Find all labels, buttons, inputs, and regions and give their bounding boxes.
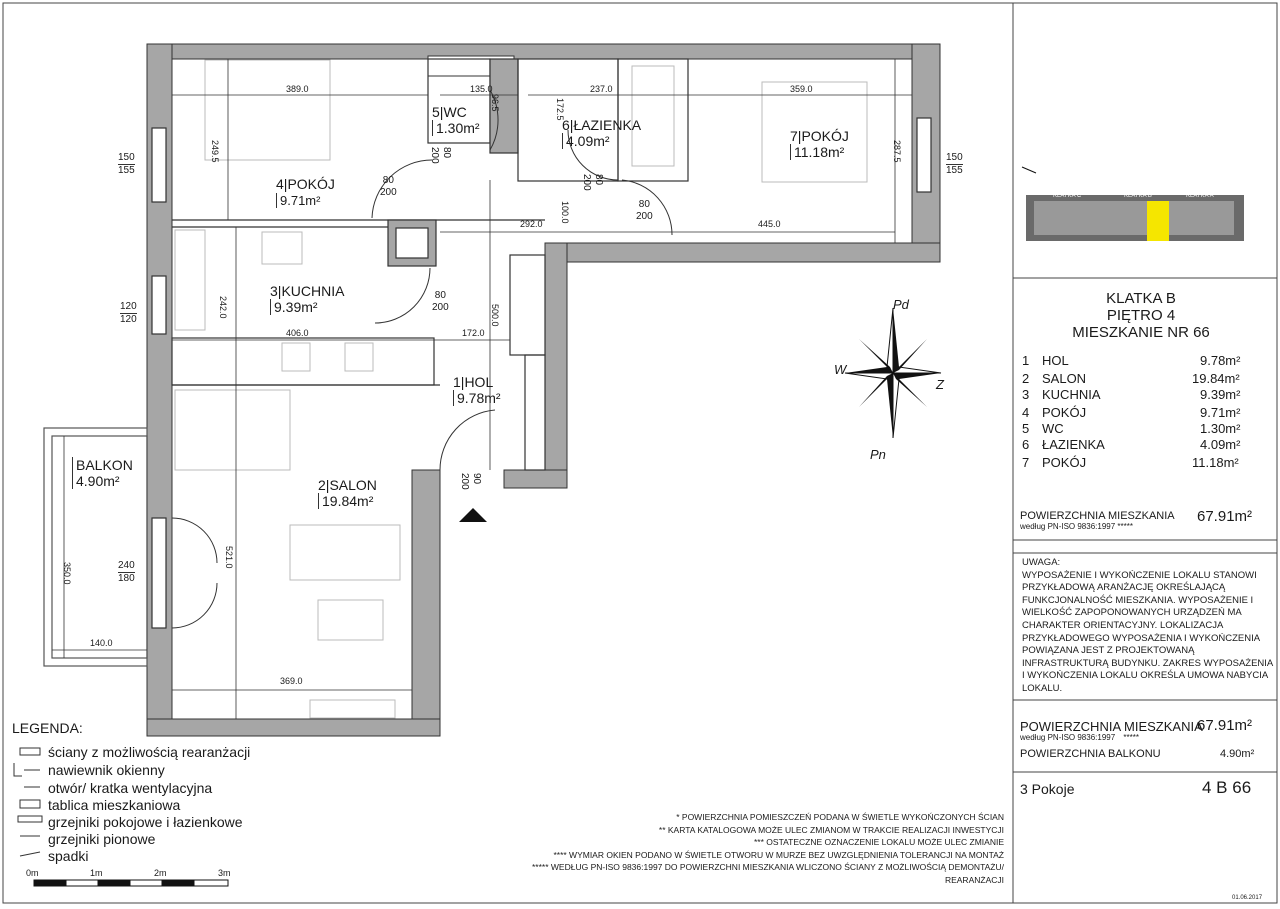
- furniture: [175, 60, 867, 718]
- table-row: 7 POKÓJ 11.18m²: [1022, 455, 1239, 470]
- door-label-entrance: 90 200: [459, 473, 482, 490]
- rooms-count: 3 Pokoje: [1020, 781, 1075, 797]
- dim-label: 287.5: [892, 140, 902, 163]
- dim-label: 237.0: [590, 84, 613, 94]
- window-label-pokoj7: 150 155: [946, 152, 963, 176]
- dim-label: 140.0: [90, 638, 113, 648]
- room-label-pokoj4: 4|POKÓJ 9.71m²: [276, 176, 335, 208]
- table-row: 1 HOL 9.78m²: [1022, 353, 1241, 368]
- scale-label: 0m: [26, 868, 39, 878]
- slope-arrow-icon: spadki: [48, 848, 89, 864]
- summary-area-label: POWIERZCHNIA MIESZKANIA: [1020, 719, 1203, 734]
- balcony-area-value: 4.90m²: [1220, 748, 1255, 760]
- dim-label: 135.0: [470, 84, 493, 94]
- compass-south-label: Pn: [870, 447, 886, 462]
- door-label-kuchnia: 80 200: [432, 290, 449, 313]
- building-minimap: [1022, 167, 1244, 241]
- summary-area-value: 67.91m²: [1197, 717, 1253, 734]
- dim-label: 369.0: [280, 676, 303, 686]
- dim-label: 100.0: [560, 201, 570, 224]
- room-label-lazienka: 6|ŁAZIENKA 4.09m²: [562, 117, 642, 149]
- total-area-sub: według PN-ISO 9836:1997 *****: [1020, 522, 1133, 531]
- minimap-label: KLATKA A: [1186, 193, 1214, 199]
- scale-bar: [34, 880, 228, 886]
- total-area-label: POWIERZCHNIA MIESZKANIA: [1020, 510, 1175, 522]
- table-row: 3 KUCHNIA 9.39m²: [1022, 387, 1241, 402]
- scale-label: 3m: [218, 868, 231, 878]
- room-label-wc: 5|WC 1.30m²: [432, 104, 480, 136]
- door-label-lazienka: 80 200: [581, 174, 604, 191]
- dim-label: 172.5: [555, 98, 565, 121]
- window-label-pokoj4: 150 155: [118, 152, 135, 176]
- vent-arrow-icon: otwór/ kratka wentylacyjna: [48, 780, 213, 796]
- door-label-pokoj4: 80 200: [380, 175, 397, 198]
- dim-label: 172.0: [462, 328, 485, 338]
- table-row: 6 ŁAZIENKA 4.09m²: [1022, 437, 1241, 452]
- dim-label: 521.0: [224, 546, 234, 569]
- balcony-area-label: POWIERZCHNIA BALKONU: [1020, 748, 1161, 760]
- apartment-sign-icon: tablica mieszkaniowa: [48, 797, 181, 813]
- table-row: 5 WC 1.30m²: [1022, 421, 1241, 436]
- window-label-salon: 240 180: [118, 560, 135, 584]
- table-row: 4 POKÓJ 9.71m²: [1022, 405, 1241, 420]
- rearrangeable-wall-icon: ściany z możliwością rearanżacji: [48, 744, 251, 760]
- dim-label: 445.0: [758, 219, 781, 229]
- window-sill-icon: nawiewnik okienny: [48, 762, 165, 778]
- windows: [152, 118, 931, 628]
- radiator-icon: grzejniki pokojowe i łazienkowe: [48, 814, 243, 830]
- footnotes: * POWIERZCHNIA POMIESZCZEŃ PODANA W ŚWIETLE WYKOŃCZONYCH ŚCIAN ** KARTA KATALOGOWA MOŻE ULEC ZMIANOM W TRAKCIE REALIZACJI INWESTYCJI *** OSTATECZNE OZNACZENIE LOKALU MOŻE ULEC ZMIANIE **** WYMIAR OKIEN PODANO W ŚWIETLE OTWORU W MURZE BEZ UWZGLĘDNIENIA TOLERANCJI NA MONTAŻ ***** WEDŁUG PN-ISO 9836:1997 DO POWIERZCHNI MIESZKANIA WLICZONO ŚCIANY Z MOŻLIWOŚCIĄ DEMONTAŻU/ REARANŻACJI: [532, 812, 1004, 885]
- drawing-date: 01.06.2017: [1232, 895, 1263, 901]
- dim-label: 242.0: [218, 296, 228, 319]
- legend-icons: [14, 748, 42, 856]
- dim-label: 359.0: [790, 84, 813, 94]
- compass-rose-icon: [845, 308, 941, 438]
- window-label-kuchnia: 120 120: [120, 301, 137, 325]
- dim-label: 249.5: [210, 140, 220, 163]
- door-label-pokoj7: 80 200: [636, 199, 653, 222]
- room-label-hol: 1|HOL 9.78m²: [453, 374, 501, 406]
- total-area-value: 67.91m²: [1197, 508, 1253, 525]
- room-label-salon: 2|SALON 19.84m²: [318, 477, 377, 509]
- disclaimer: UWAGA: WYPOSAŻENIE I WYKOŃCZENIE LOKALU STANOWI PRZYKŁADOWĄ ARANŻACJĘ OKREŚLAJĄCĄ FUNKCJONALNOŚĆ MIESZKANIA. WYPOSAŻENIE I WIELKOŚĆ ZAPOPONOWANYCH URZĄDZEŃ MA CHARAKTER ORIENTACYJNY. LOKALIZACJA PRZYKŁADOWEGO WYPOSAŻENIA I WYKOŃCZENIA POWIĄZANA JEST Z PROJEKTOWANĄ INFRASTRUKTURĄ BUDYNKU. ZAKRES WYPOSAŻENIA I WYKOŃCZENIA LOKALU OKREŚLA UMOWA NABYCIA LOKALU.: [1022, 557, 1274, 694]
- compass-east-label: Z: [936, 377, 944, 392]
- dim-label: 406.0: [286, 328, 309, 338]
- apartment-title: KLATKA B PIĘTRO 4 MIESZKANIE NR 66: [1072, 290, 1210, 341]
- table-row: 2 SALON 19.84m²: [1022, 371, 1240, 386]
- vertical-radiator-icon: grzejniki pionowe: [48, 831, 156, 847]
- entrance-marker: [459, 508, 487, 522]
- summary-area-sub: według PN-ISO 9836:1997 *****: [1020, 733, 1139, 742]
- dim-label: 500.0: [490, 304, 500, 327]
- scale-label: 2m: [154, 868, 167, 878]
- compass-west-label: W: [834, 362, 847, 377]
- minimap-label: KLATKA C: [1053, 193, 1082, 199]
- room-label-balkon: BALKON 4.90m²: [72, 457, 133, 489]
- legend-title: LEGENDA:: [12, 720, 83, 736]
- dim-label: 389.0: [286, 84, 309, 94]
- room-label-pokoj7: 7|POKÓJ 11.18m²: [790, 128, 849, 160]
- apartment-code: 4 B 66: [1202, 778, 1252, 797]
- dim-label: 350.0: [62, 562, 72, 585]
- minimap-label: KLATKA B: [1124, 193, 1152, 199]
- dim-label: 292.0: [520, 219, 543, 229]
- door-label-wc: 80 200: [429, 147, 452, 164]
- scale-label: 1m: [90, 868, 103, 878]
- compass-north-label: Pd: [893, 297, 909, 312]
- dim-label: 96.5: [490, 94, 500, 112]
- room-label-kuchnia: 3|KUCHNIA 9.39m²: [270, 283, 345, 315]
